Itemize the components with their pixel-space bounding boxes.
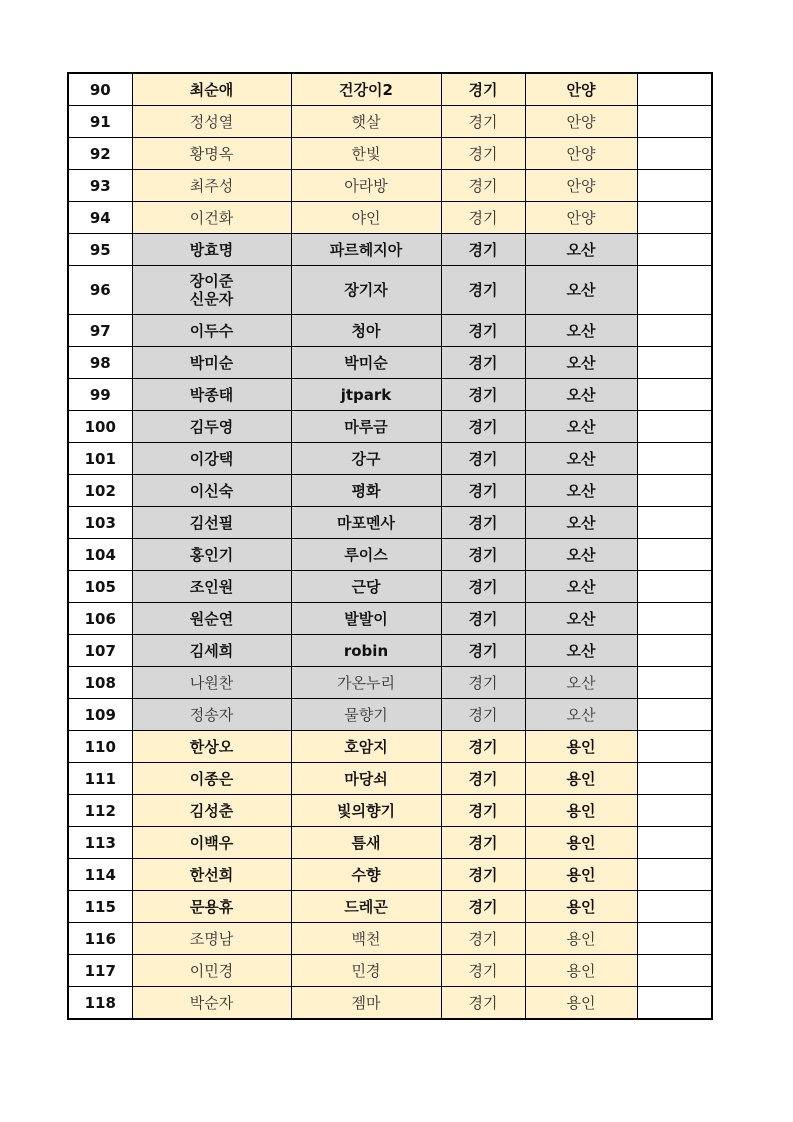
empty-cell (637, 266, 712, 315)
province-cell: 경기 (441, 138, 525, 170)
row-number-cell: 118 (68, 987, 132, 1020)
empty-cell (637, 507, 712, 539)
empty-cell (637, 731, 712, 763)
table-row (68, 73, 712, 106)
city-cell: 오산 (525, 347, 637, 379)
row-number-cell: 111 (68, 763, 132, 795)
name-cell: 한선희 (132, 859, 291, 891)
province-cell: 경기 (441, 955, 525, 987)
empty-cell (637, 635, 712, 667)
name-cell: 한상오 (132, 731, 291, 763)
row-number-cell: 113 (68, 827, 132, 859)
name-cell: 이두수 (132, 315, 291, 347)
name-cell: 최주성 (132, 170, 291, 202)
empty-cell (637, 827, 712, 859)
nickname-cell: 빛의향기 (291, 795, 441, 827)
row-number-cell: 109 (68, 699, 132, 731)
city-cell: 오산 (525, 539, 637, 571)
city-cell: 용인 (525, 763, 637, 795)
province-cell: 경기 (441, 891, 525, 923)
table-row (68, 347, 712, 379)
empty-cell (637, 795, 712, 827)
table-row (68, 667, 712, 699)
nickname-cell: 가온누리 (291, 667, 441, 699)
row-number-cell: 94 (68, 202, 132, 234)
province-cell: 경기 (441, 539, 525, 571)
row-number-cell: 95 (68, 234, 132, 266)
province-cell: 경기 (441, 73, 525, 106)
table-row (68, 234, 712, 266)
table-row (68, 266, 712, 315)
name-cell: 정성열 (132, 106, 291, 138)
city-cell: 오산 (525, 667, 637, 699)
name-cell: 김세희 (132, 635, 291, 667)
empty-cell (637, 234, 712, 266)
empty-cell (637, 138, 712, 170)
city-cell: 용인 (525, 731, 637, 763)
province-cell: 경기 (441, 795, 525, 827)
table-row (68, 923, 712, 955)
city-cell: 오산 (525, 266, 637, 315)
table-row (68, 763, 712, 795)
row-number-cell: 106 (68, 603, 132, 635)
nickname-cell: 박미순 (291, 347, 441, 379)
nickname-cell: 야인 (291, 202, 441, 234)
empty-cell (637, 923, 712, 955)
nickname-cell: 틈새 (291, 827, 441, 859)
table-row (68, 571, 712, 603)
name-cell: 방효명 (132, 234, 291, 266)
table-row (68, 891, 712, 923)
row-number-cell: 104 (68, 539, 132, 571)
name-cell: 정송자 (132, 699, 291, 731)
table-row (68, 138, 712, 170)
empty-cell (637, 955, 712, 987)
name-cell: 김두영 (132, 411, 291, 443)
province-cell: 경기 (441, 763, 525, 795)
empty-cell (637, 202, 712, 234)
city-cell: 오산 (525, 475, 637, 507)
city-cell: 안양 (525, 73, 637, 106)
city-cell: 오산 (525, 507, 637, 539)
nickname-cell: 근당 (291, 571, 441, 603)
province-cell: 경기 (441, 635, 525, 667)
empty-cell (637, 475, 712, 507)
province-cell: 경기 (441, 827, 525, 859)
nickname-cell: robin (291, 635, 441, 667)
name-cell: 조명남 (132, 923, 291, 955)
table-row (68, 315, 712, 347)
city-cell: 오산 (525, 411, 637, 443)
table-row (68, 475, 712, 507)
province-cell: 경기 (441, 411, 525, 443)
nickname-cell: 젬마 (291, 987, 441, 1020)
row-number-cell: 90 (68, 73, 132, 106)
nickname-cell: 햇살 (291, 106, 441, 138)
province-cell: 경기 (441, 731, 525, 763)
row-number-cell: 93 (68, 170, 132, 202)
table-row (68, 859, 712, 891)
name-cell: 이백우 (132, 827, 291, 859)
nickname-cell: 청아 (291, 315, 441, 347)
row-number-cell: 115 (68, 891, 132, 923)
province-cell: 경기 (441, 202, 525, 234)
nickname-cell: 수향 (291, 859, 441, 891)
city-cell: 오산 (525, 315, 637, 347)
nickname-cell: 파르헤지아 (291, 234, 441, 266)
city-cell: 용인 (525, 891, 637, 923)
city-cell: 안양 (525, 106, 637, 138)
nickname-cell: 민경 (291, 955, 441, 987)
city-cell: 용인 (525, 987, 637, 1020)
name-cell: 이신숙 (132, 475, 291, 507)
name-cell: 이종은 (132, 763, 291, 795)
empty-cell (637, 347, 712, 379)
city-cell: 오산 (525, 635, 637, 667)
empty-cell (637, 667, 712, 699)
province-cell: 경기 (441, 379, 525, 411)
nickname-cell: 백천 (291, 923, 441, 955)
city-cell: 오산 (525, 603, 637, 635)
row-number-cell: 98 (68, 347, 132, 379)
province-cell: 경기 (441, 347, 525, 379)
province-cell: 경기 (441, 315, 525, 347)
province-cell: 경기 (441, 475, 525, 507)
empty-cell (637, 987, 712, 1020)
empty-cell (637, 859, 712, 891)
province-cell: 경기 (441, 266, 525, 315)
city-cell: 안양 (525, 202, 637, 234)
name-cell: 최순애 (132, 73, 291, 106)
nickname-cell: 발발이 (291, 603, 441, 635)
member-table (67, 72, 713, 1020)
name-cell: 장이준 신운자 (132, 266, 291, 315)
name-cell: 박종태 (132, 379, 291, 411)
city-cell: 오산 (525, 443, 637, 475)
empty-cell (637, 571, 712, 603)
province-cell: 경기 (441, 443, 525, 475)
table-row (68, 411, 712, 443)
row-number-cell: 112 (68, 795, 132, 827)
row-number-cell: 100 (68, 411, 132, 443)
province-cell: 경기 (441, 507, 525, 539)
row-number-cell: 117 (68, 955, 132, 987)
table-row (68, 827, 712, 859)
name-cell: 박순자 (132, 987, 291, 1020)
city-cell: 오산 (525, 379, 637, 411)
table-row (68, 699, 712, 731)
province-cell: 경기 (441, 170, 525, 202)
table-row (68, 106, 712, 138)
nickname-cell: 한빛 (291, 138, 441, 170)
city-cell: 용인 (525, 795, 637, 827)
city-cell: 용인 (525, 827, 637, 859)
table-row (68, 379, 712, 411)
nickname-cell: 강구 (291, 443, 441, 475)
row-number-cell: 92 (68, 138, 132, 170)
nickname-cell: 물향기 (291, 699, 441, 731)
nickname-cell: 마당쇠 (291, 763, 441, 795)
name-cell: 조인원 (132, 571, 291, 603)
city-cell: 안양 (525, 138, 637, 170)
nickname-cell: 마루금 (291, 411, 441, 443)
name-cell: 김성춘 (132, 795, 291, 827)
row-number-cell: 99 (68, 379, 132, 411)
row-number-cell: 102 (68, 475, 132, 507)
nickname-cell: 마포멘사 (291, 507, 441, 539)
table-row (68, 955, 712, 987)
table-row (68, 507, 712, 539)
city-cell: 용인 (525, 923, 637, 955)
row-number-cell: 108 (68, 667, 132, 699)
nickname-cell: jtpark (291, 379, 441, 411)
table-row (68, 443, 712, 475)
city-cell: 오산 (525, 571, 637, 603)
row-number-cell: 91 (68, 106, 132, 138)
province-cell: 경기 (441, 667, 525, 699)
nickname-cell: 장기자 (291, 266, 441, 315)
city-cell: 오산 (525, 234, 637, 266)
name-cell: 황명옥 (132, 138, 291, 170)
nickname-cell: 호암지 (291, 731, 441, 763)
name-cell: 원순연 (132, 603, 291, 635)
city-cell: 안양 (525, 170, 637, 202)
table-row (68, 603, 712, 635)
name-cell: 홍인기 (132, 539, 291, 571)
nickname-cell: 드레곤 (291, 891, 441, 923)
table-row (68, 539, 712, 571)
province-cell: 경기 (441, 699, 525, 731)
empty-cell (637, 699, 712, 731)
city-cell: 용인 (525, 859, 637, 891)
province-cell: 경기 (441, 987, 525, 1020)
row-number-cell: 101 (68, 443, 132, 475)
empty-cell (637, 170, 712, 202)
empty-cell (637, 603, 712, 635)
province-cell: 경기 (441, 234, 525, 266)
table-row (68, 795, 712, 827)
table-row (68, 731, 712, 763)
city-cell: 용인 (525, 955, 637, 987)
table-row (68, 635, 712, 667)
name-cell: 나원찬 (132, 667, 291, 699)
nickname-cell: 건강이2 (291, 73, 441, 106)
city-cell: 오산 (525, 699, 637, 731)
empty-cell (637, 106, 712, 138)
row-number-cell: 105 (68, 571, 132, 603)
empty-cell (637, 891, 712, 923)
nickname-cell: 평화 (291, 475, 441, 507)
name-cell: 문용휴 (132, 891, 291, 923)
row-number-cell: 110 (68, 731, 132, 763)
province-cell: 경기 (441, 603, 525, 635)
row-number-cell: 97 (68, 315, 132, 347)
name-cell: 김선필 (132, 507, 291, 539)
empty-cell (637, 73, 712, 106)
empty-cell (637, 443, 712, 475)
row-number-cell: 114 (68, 859, 132, 891)
empty-cell (637, 411, 712, 443)
nickname-cell: 루이스 (291, 539, 441, 571)
province-cell: 경기 (441, 571, 525, 603)
empty-cell (637, 379, 712, 411)
nickname-cell: 아라방 (291, 170, 441, 202)
name-cell: 박미순 (132, 347, 291, 379)
member-table-body (68, 73, 712, 1019)
empty-cell (637, 763, 712, 795)
name-cell: 이민경 (132, 955, 291, 987)
province-cell: 경기 (441, 923, 525, 955)
empty-cell (637, 539, 712, 571)
row-number-cell: 116 (68, 923, 132, 955)
province-cell: 경기 (441, 106, 525, 138)
row-number-cell: 107 (68, 635, 132, 667)
row-number-cell: 96 (68, 266, 132, 315)
name-cell: 이건화 (132, 202, 291, 234)
row-number-cell: 103 (68, 507, 132, 539)
table-row (68, 202, 712, 234)
province-cell: 경기 (441, 859, 525, 891)
name-cell: 이강택 (132, 443, 291, 475)
empty-cell (637, 315, 712, 347)
table-row (68, 987, 712, 1020)
table-row (68, 170, 712, 202)
